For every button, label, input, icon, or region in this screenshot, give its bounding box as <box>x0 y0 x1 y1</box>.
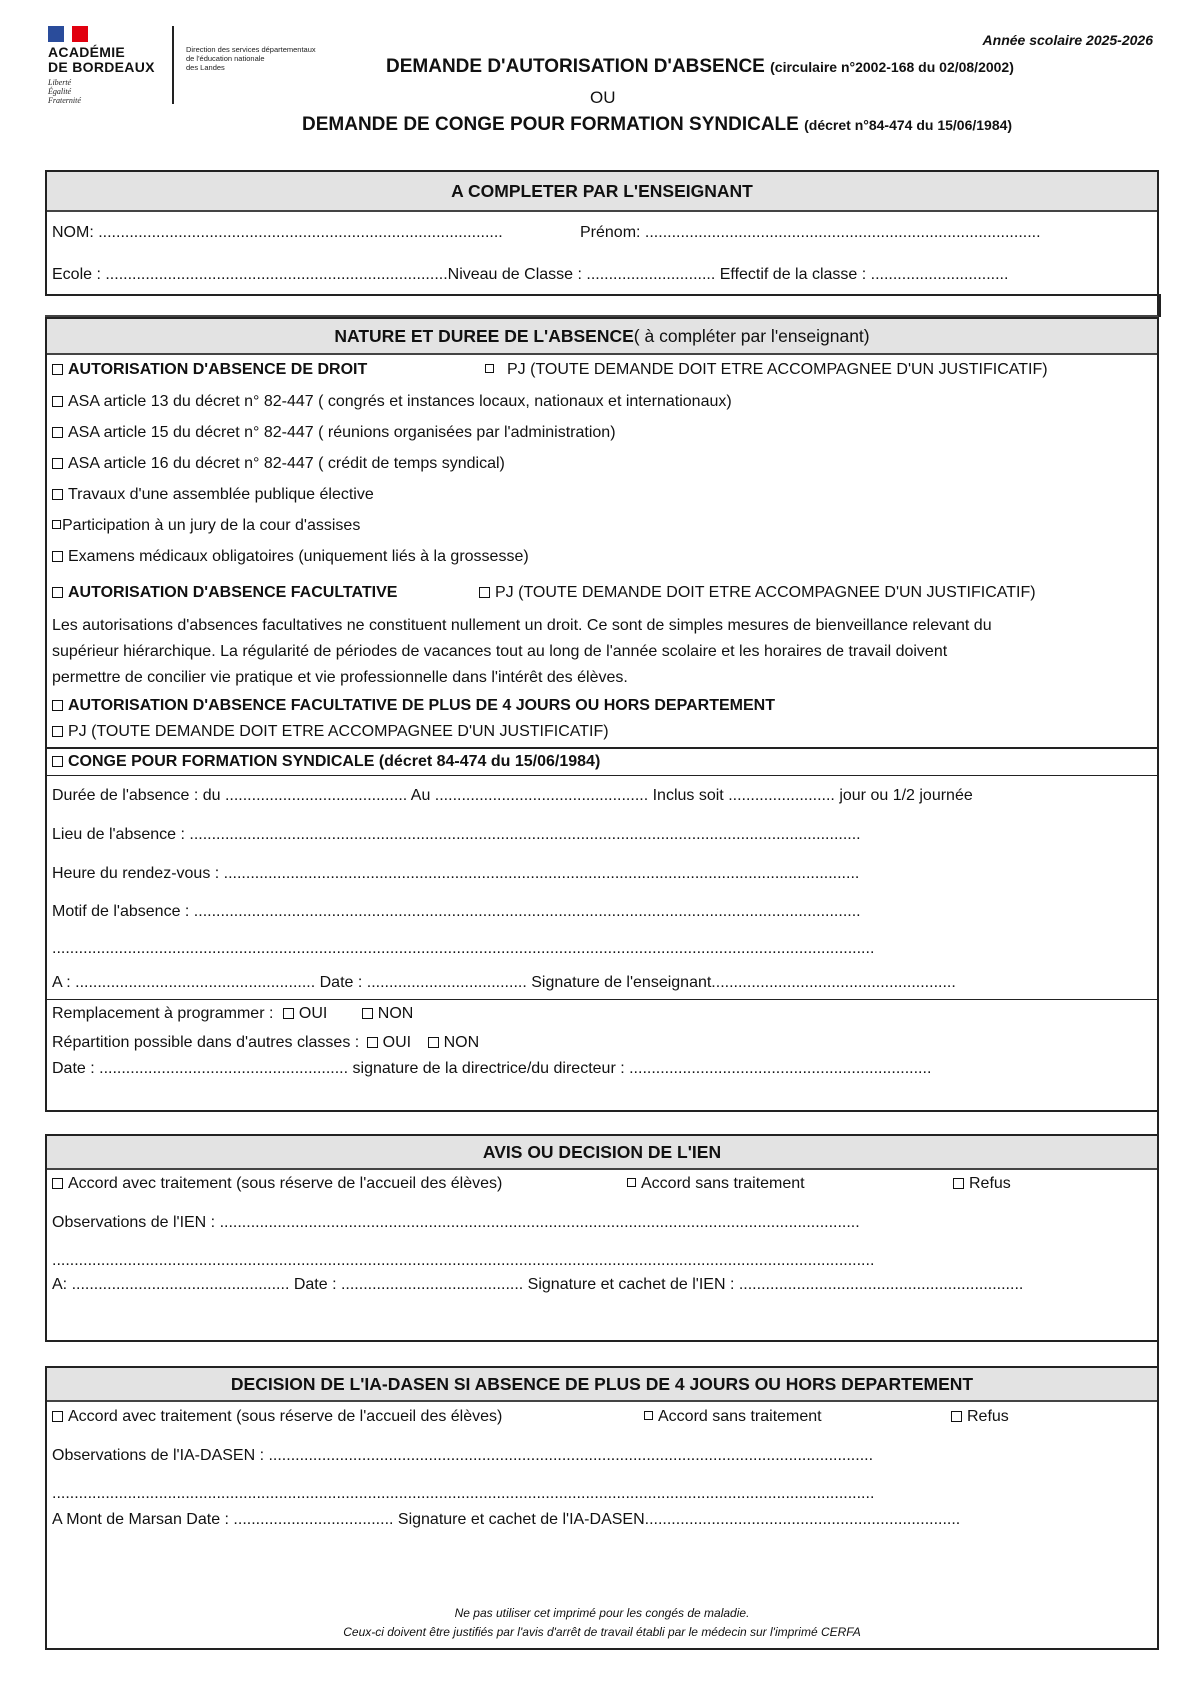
pj-label: PJ (TOUTE DEMANDE DOIT ETRE ACCOMPAGNEE D'UN JUSTIFICATIF) <box>495 584 1036 601</box>
facultative-pj-option[interactable] <box>479 584 1036 602</box>
marianne-flag-logo <box>48 26 88 42</box>
logo-divider <box>172 26 174 104</box>
examens-label: Examens médicaux obligatoires (uniquement liés à la grossesse) <box>68 548 529 565</box>
checkbox-icon[interactable] <box>52 700 63 711</box>
republic-motto <box>48 78 81 105</box>
dasen-refus-option[interactable] <box>951 1408 1009 1426</box>
section-ien-title: AVIS OU DECISION DE L'IEN <box>47 1136 1157 1170</box>
table-right-border <box>1159 294 1161 317</box>
accord-sans-label: Accord sans traitement <box>641 1175 805 1192</box>
dasen-observations-field[interactable]: Observations de l'IA-DASEN : ........................................................................................................................................ <box>52 1447 874 1464</box>
title-absence-text: DEMANDE D'AUTORISATION D'ABSENCE <box>386 56 765 77</box>
dasen-accord-sans-option[interactable] <box>644 1408 822 1426</box>
table-right-border <box>1157 1110 1159 1134</box>
section-nature-title-note: ( à compléter par l'enseignant) <box>633 325 870 346</box>
repartition-oui-option[interactable] <box>367 1034 411 1051</box>
divider <box>47 747 1157 749</box>
nom-field[interactable]: NOM: ........................................................................................... <box>52 224 503 241</box>
checkbox-icon[interactable] <box>52 726 63 737</box>
checkbox-icon[interactable] <box>627 1178 636 1187</box>
flag-white-stripe <box>64 26 72 42</box>
section-ien <box>45 1134 1159 1342</box>
notice-line: supérieur hiérarchique. La régularité de périodes de vacances tout au long de l'année scolaire et les horaires de travail doivent <box>52 643 948 660</box>
divider <box>47 775 1157 776</box>
motto-liberte: Liberté <box>48 78 72 87</box>
school-year: Année scolaire 2025-2026 <box>982 32 1153 48</box>
title-conge-ref: (décret n°84-474 du 15/06/1984) <box>804 117 1013 133</box>
flag-red-stripe <box>72 26 88 42</box>
accord-sans-label: Accord sans traitement <box>658 1408 822 1425</box>
facultative-plus4-option[interactable] <box>52 697 775 715</box>
refus-label: Refus <box>967 1408 1009 1425</box>
asa16-option[interactable] <box>52 455 505 473</box>
asa13-option[interactable] <box>52 393 732 411</box>
flag-blue-stripe <box>48 26 64 42</box>
section-dasen <box>45 1366 1159 1650</box>
enseignant-signature-field[interactable]: A : ...................................................... Date : .................................... Signature de l'enseignant....................................................... <box>52 974 956 991</box>
refus-label: Refus <box>969 1175 1011 1192</box>
prenom-field[interactable]: Prénom: ......................................................................................... <box>580 224 1041 241</box>
jury-option[interactable] <box>52 517 360 535</box>
plus4-pj-option[interactable] <box>52 723 609 741</box>
checkbox-icon[interactable] <box>52 427 63 438</box>
divider <box>47 999 1157 1000</box>
checkbox-icon[interactable] <box>52 364 63 375</box>
checkbox-icon[interactable] <box>953 1178 964 1189</box>
repartition-row <box>52 1034 479 1052</box>
checkbox-icon[interactable] <box>52 520 61 529</box>
direction-name <box>186 45 316 72</box>
institution-line2: DE BORDEAUX <box>48 59 155 75</box>
direction-line2: de l'éducation nationale <box>186 54 265 63</box>
assemblee-label: Travaux d'une assemblée publique élective <box>68 486 374 503</box>
dasen-observations-continuation-field[interactable]: ......................................................................................................................................................................................... <box>52 1485 875 1502</box>
non-label: NON <box>377 1005 414 1022</box>
facultative-plus4-label: AUTORISATION D'ABSENCE FACULTATIVE DE PLUS DE 4 JOURS OU HORS DEPARTEMENT <box>68 697 775 714</box>
notice-line: permettre de concilier vie pratique et vie professionnelle dans l'intérêt des élèves. <box>52 669 628 686</box>
duree-field[interactable]: Durée de l'absence : du ......................................... Au ................................................ Inclus soit ........................ jour ou 1/2 journée <box>52 787 973 804</box>
ien-refus-option[interactable] <box>953 1175 1011 1193</box>
ien-accord-sans-option[interactable] <box>627 1175 805 1193</box>
pj-label: PJ (TOUTE DEMANDE DOIT ETRE ACCOMPAGNEE D'UN JUSTIFICATIF) <box>507 361 1048 378</box>
checkbox-icon[interactable] <box>52 489 63 500</box>
checkbox-icon[interactable] <box>52 1411 63 1422</box>
pj-label: PJ (TOUTE DEMANDE DOIT ETRE ACCOMPAGNEE D'UN JUSTIFICATIF) <box>68 723 609 740</box>
title-or: OU <box>590 88 616 107</box>
motto-fraternite: Fraternité <box>48 96 81 105</box>
assemblee-option[interactable] <box>52 486 374 504</box>
ien-observations-field[interactable]: Observations de l'IEN : ................................................................................................................................................ <box>52 1214 860 1231</box>
institution-line1: ACADÉMIE <box>48 44 126 60</box>
direction-line3: des Landes <box>186 63 225 72</box>
motif-field[interactable]: Motif de l'absence : ...................................................................................................................................................... <box>52 903 861 920</box>
ecole-niveau-effectif-field[interactable]: Ecole : .............................................................................Niveau de Classe : ............................. Effectif de la classe : ............................... <box>52 266 1009 283</box>
facultative-notice <box>52 613 1142 691</box>
checkbox-icon[interactable] <box>52 587 63 598</box>
conge-formation-label: CONGE POUR FORMATION SYNDICALE (décret 84-474 du 15/06/1984) <box>68 753 601 770</box>
section-spacer <box>45 294 1159 317</box>
facultative-label: AUTORISATION D'ABSENCE FACULTATIVE <box>68 584 398 601</box>
lieu-field[interactable]: Lieu de l'absence : ....................................................................................................................................................... <box>52 826 861 843</box>
droit-label: AUTORISATION D'ABSENCE DE DROIT <box>68 361 368 378</box>
jury-label: Participation à un jury de la cour d'assises <box>62 517 361 534</box>
footer-line2: Ceux-ci doivent être justifiés par l'avis d'arrêt de travail établi par le médecin sur l'imprimé CERFA <box>343 1625 861 1639</box>
footer-line1: Ne pas utiliser cet imprimé pour les congés de maladie. <box>454 1606 750 1620</box>
checkbox-icon[interactable] <box>52 551 63 562</box>
asa15-label: ASA article 15 du décret n° 82-447 ( réunions organisées par l'administration) <box>68 424 616 441</box>
droit-option[interactable] <box>52 361 367 379</box>
droit-pj-option[interactable] <box>485 361 1048 379</box>
motif-continuation-field[interactable]: ......................................................................................................................................................................................... <box>52 940 875 957</box>
motto-egalite: Égalité <box>48 87 72 96</box>
remplacement-non-option[interactable] <box>362 1005 414 1022</box>
dasen-signature-field[interactable]: A Mont de Marsan Date : .................................... Signature et cachet de l'IA-DASEN....................................................................... <box>52 1511 961 1528</box>
remplacement-row <box>52 1005 413 1023</box>
checkbox-icon[interactable] <box>951 1411 962 1422</box>
section-nature-title <box>47 319 1157 355</box>
accord-avec-label: Accord avec traitement (sous réserve de l'accueil des élèves) <box>68 1175 503 1192</box>
title-conge <box>302 114 1012 136</box>
directeur-signature-field[interactable]: Date : ........................................................ signature de la directrice/du directeur : .................................................................... <box>52 1060 932 1077</box>
checkbox-icon[interactable] <box>479 587 490 598</box>
footer-note <box>47 1604 1157 1642</box>
checkbox-icon[interactable] <box>367 1037 378 1048</box>
section-dasen-title: DECISION DE L'IA-DASEN SI ABSENCE DE PLUS DE 4 JOURS OU HORS DEPARTEMENT <box>47 1368 1157 1402</box>
oui-label: OUI <box>298 1005 328 1022</box>
non-label: NON <box>443 1034 480 1051</box>
repartition-label: Répartition possible dans d'autres classes : <box>52 1034 360 1051</box>
asa16-label: ASA article 16 du décret n° 82-447 ( crédit de temps syndical) <box>68 455 505 472</box>
section-enseignant <box>45 170 1159 296</box>
remplacement-oui-option[interactable] <box>283 1005 327 1022</box>
checkbox-icon[interactable] <box>52 756 63 767</box>
repartition-non-option[interactable] <box>428 1034 480 1051</box>
accord-avec-label: Accord avec traitement (sous réserve de l'accueil des élèves) <box>68 1408 503 1425</box>
checkbox-icon[interactable] <box>283 1008 294 1019</box>
asa15-option[interactable] <box>52 424 616 442</box>
direction-line1: Direction des services départementaux <box>186 45 316 54</box>
title-absence-ref: (circulaire n°2002-168 du 02/08/2002) <box>770 59 1014 75</box>
institution-name <box>48 45 155 75</box>
examens-option[interactable] <box>52 548 529 566</box>
remplacement-label: Remplacement à programmer : <box>52 1005 274 1022</box>
checkbox-icon[interactable] <box>362 1008 373 1019</box>
facultative-option[interactable] <box>52 584 397 602</box>
notice-line: Les autorisations d'absences facultatives ne constituent nullement un droit. Ce sont de simples mesures de bienveillance relevant du <box>52 617 992 634</box>
checkbox-icon[interactable] <box>52 396 63 407</box>
section-enseignant-title: A COMPLETER PAR L'ENSEIGNANT <box>47 172 1157 212</box>
heure-field[interactable]: Heure du rendez-vous : ............................................................................................................................................... <box>52 865 860 882</box>
checkbox-icon[interactable] <box>52 458 63 469</box>
ien-observations-continuation-field[interactable]: ......................................................................................................................................................................................... <box>52 1252 875 1269</box>
ien-signature-field[interactable]: A: ................................................. Date : ......................................... Signature et cachet de l'IEN : ................................................................ <box>52 1276 1024 1293</box>
section-nature <box>45 317 1159 1112</box>
asa13-label: ASA article 13 du décret n° 82-447 ( congrés et instances locaux, nationaux et internationaux) <box>68 393 732 410</box>
dasen-accord-avec-option[interactable] <box>52 1408 502 1426</box>
checkbox-icon[interactable] <box>644 1411 653 1420</box>
title-conge-text: DEMANDE DE CONGE POUR FORMATION SYNDICALE <box>302 114 799 135</box>
section-nature-title-text: NATURE ET DUREE DE L'ABSENCE <box>334 325 634 346</box>
checkbox-icon[interactable] <box>485 364 494 373</box>
title-absence <box>386 56 1014 78</box>
table-right-border <box>1157 1342 1159 1366</box>
checkbox-icon[interactable] <box>428 1037 439 1048</box>
conge-formation-option[interactable] <box>52 753 600 771</box>
ien-accord-avec-option[interactable] <box>52 1175 502 1193</box>
checkbox-icon[interactable] <box>52 1178 63 1189</box>
oui-label: OUI <box>382 1034 412 1051</box>
